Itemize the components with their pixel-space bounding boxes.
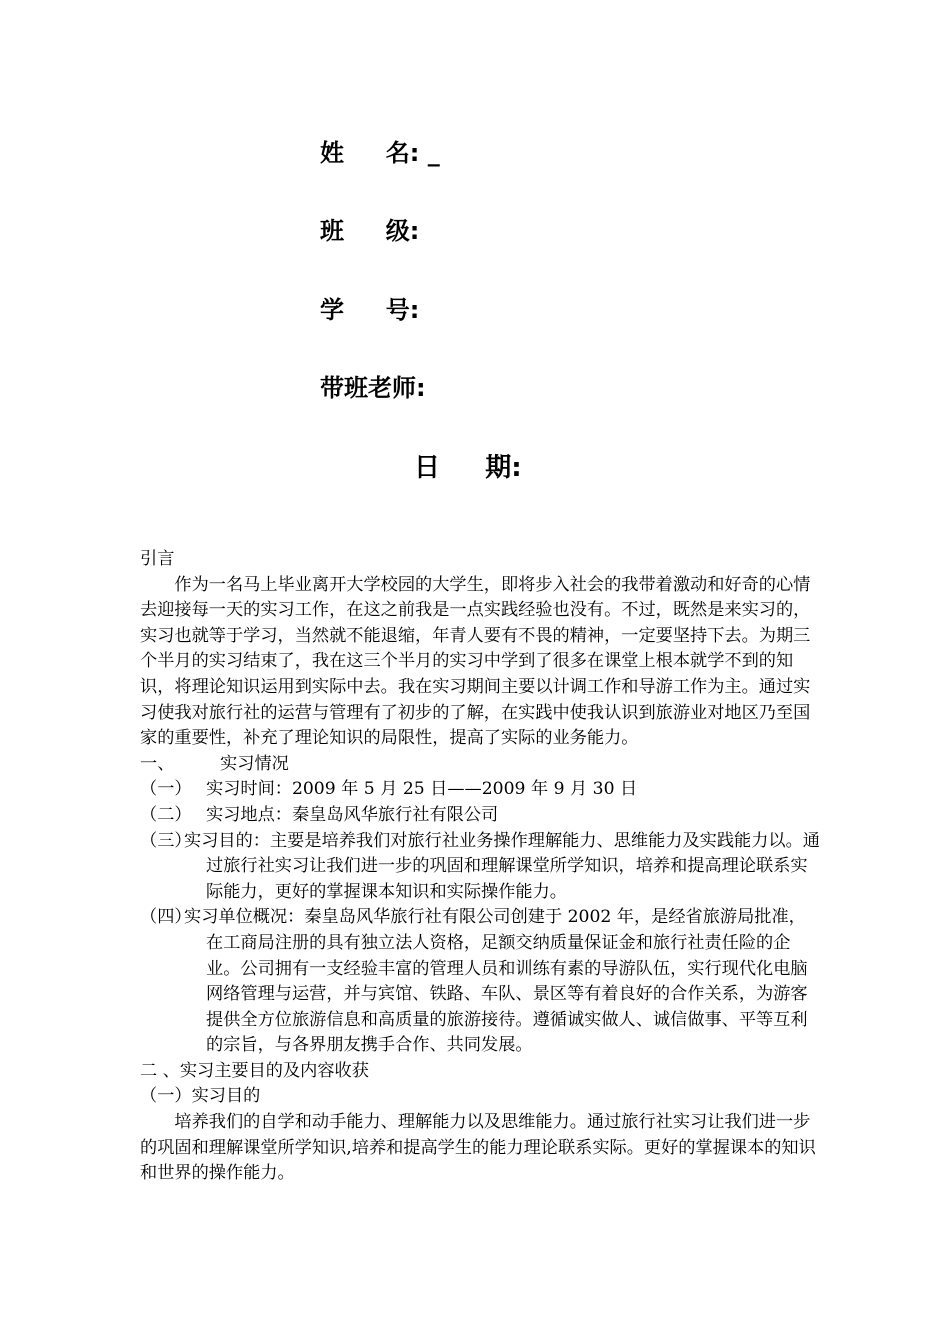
- section1-number: 一、: [140, 753, 175, 774]
- item-text: 实习地点：秦皇岛风华旅行社有限公司: [206, 804, 499, 825]
- section1-heading: [140, 752, 820, 778]
- name-label: 姓 名: _: [320, 139, 440, 167]
- intro-paragraph: 作为一名马上毕业离开大学校园的大学生，即将步入社会的我带着激动和好奇的心情去迎接每一天的实习工作，在这之前我是一点实践经验也没有。不过，既然是来实习的，实习也就等于学习，当然就不能退缩，年青人要有不畏的精神，一定要坚持下去。为期三个半月的实习结束了，我在这三个半月的实习中学到了很多在课堂上根本就学不到的知识，将理论知识运用到实际中去。我在实习期间主要以计调工作和导游工作为主。通过实习使我对旅行社的运营与管理有了初步的了解，在实践中使我认识到旅游业对地区乃至国家的重要性，补充了理论知识的局限性，提高了实际的业务能力。: [140, 574, 811, 749]
- section2-subheading: （一）实习目的: [140, 1086, 261, 1107]
- section2-heading: 二 、实习主要目的及内容收获: [140, 1060, 369, 1081]
- intro-heading: 引言: [140, 549, 175, 569]
- section1-item-1: [140, 777, 820, 803]
- teacher-label: 带班老师:: [320, 374, 426, 402]
- item-number: （四）: [140, 907, 192, 928]
- section1-title: 实习情况: [220, 753, 289, 774]
- section1-item-2: [140, 803, 820, 829]
- class-label: 班 级:: [320, 217, 420, 245]
- section2-paragraph: 培养我们的自学和动手能力、理解能力以及思维能力。通过旅行社实习让我们进一步的巩固和理解课堂所学知识,培养和提高学生的能力理论联系实际。更好的掌握课本的知识和世界的操作能力。: [140, 1112, 816, 1184]
- item-text: 实习时间：2009 年 5 月 25 日——2009 年 9 月 30 日: [206, 779, 638, 800]
- report-body: [140, 547, 820, 1187]
- section1-item-4: [140, 905, 820, 1059]
- item-text: 实习单位概况：秦皇岛风华旅行社有限公司创建于 2002 年，是经省旅游局批准，在工商局注册的具有独立法人资格，足额交纳质量保证金和旅行社责任险的企业。公司拥有一支经验丰富的管理人员和训练有素的导游队伍，实行现代化电脑网络管理与运营，并与宾馆、铁路、车队、景区等有着良好的合作关系，为游客提供全方位旅游信息和高质量的旅游接待。遵循诚实做人、诚信做事、平等互利的宗旨，与各界朋友携手合作、共同发展。: [184, 907, 808, 1056]
- date-label: 日 期:: [414, 453, 522, 483]
- item-text: 实习目的：主要是培养我们对旅行社业务操作理解能力、思维能力及实践能力以。通过旅行社实习让我们进一步的巩固和理解课堂所学知识，培养和提高理论联系实际能力，更好的掌握课本知识和实际操作能力。: [184, 830, 820, 902]
- student-id-label: 学 号:: [320, 296, 420, 324]
- item-number: （一）: [140, 779, 192, 800]
- item-number: （三）: [140, 830, 192, 851]
- item-number: （二）: [140, 804, 192, 825]
- section1-item-3: [140, 829, 820, 906]
